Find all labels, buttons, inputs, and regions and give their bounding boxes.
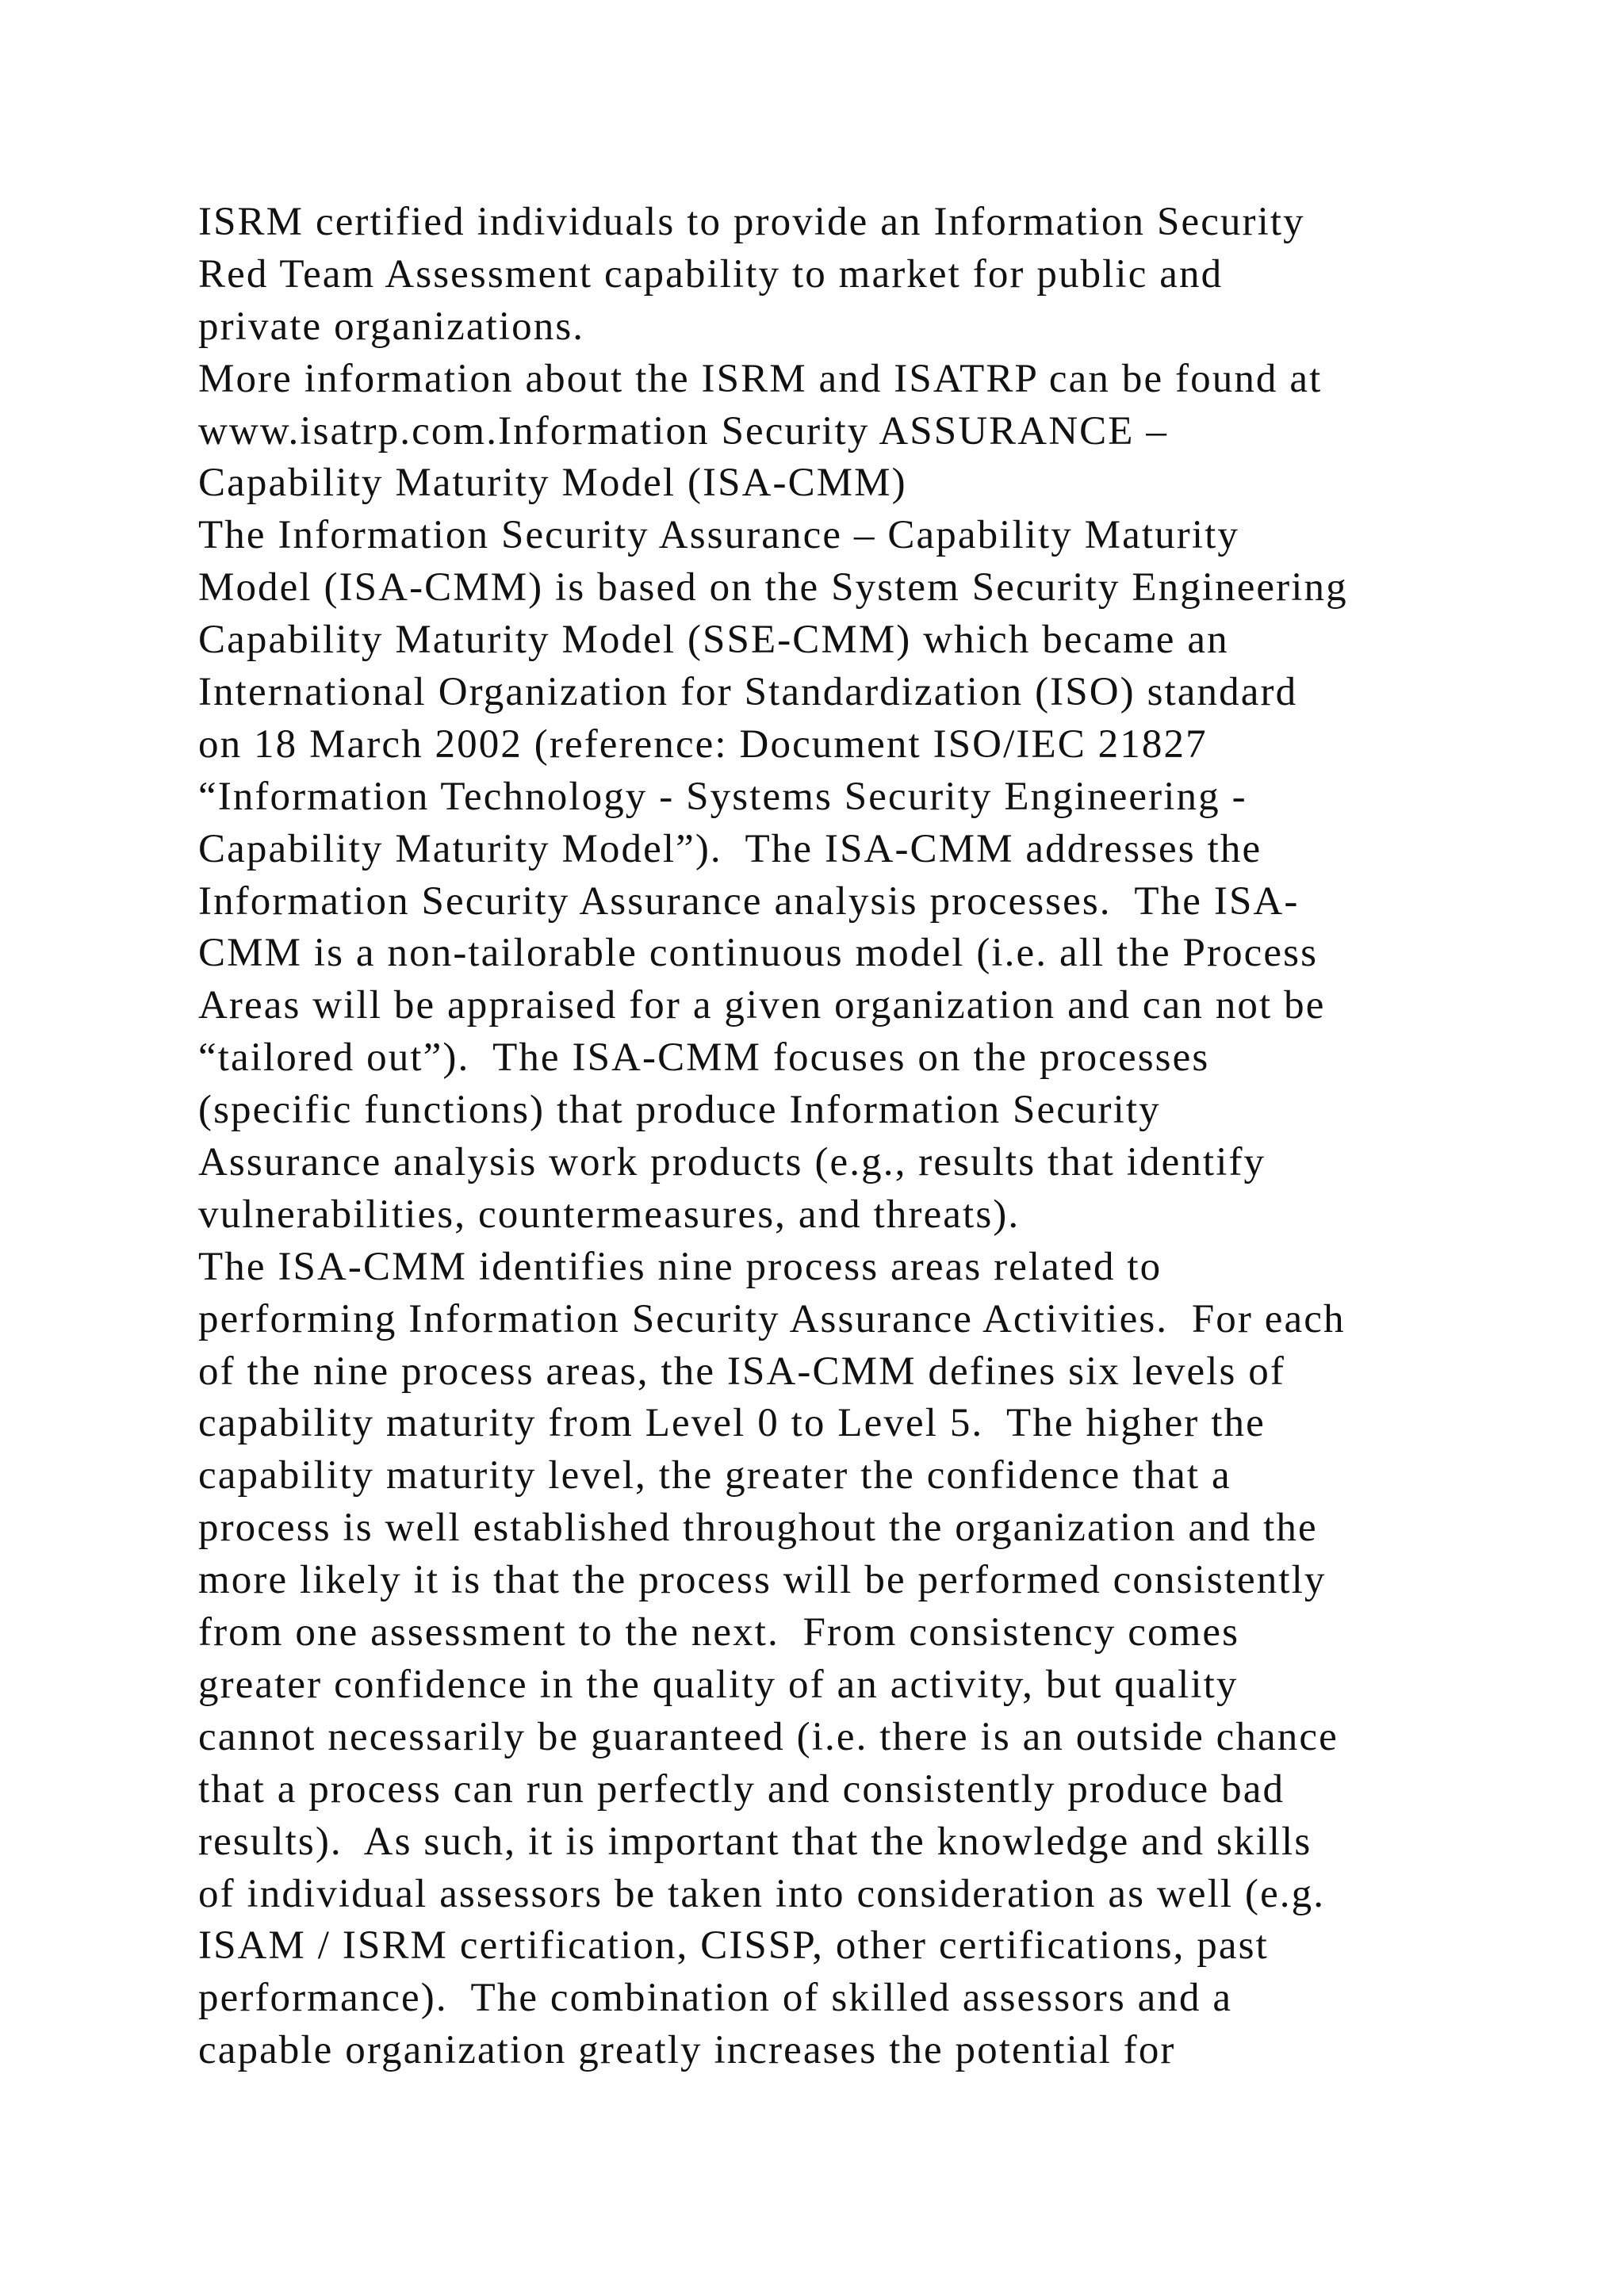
text-line: International Organization for Standardization (ISO) standard (198, 670, 1298, 715)
text-line: from one assessment to the next. From consistency comes (198, 1610, 1240, 1655)
text-line: Areas will be appraised for a given organization and can not be (198, 983, 1326, 1028)
text-line: Capability Maturity Model (SSE-CMM) which became an (198, 618, 1229, 663)
text-line: Capability Maturity Model”). The ISA-CMM addresses the (198, 826, 1262, 871)
text-line: vulnerabilities, countermeasures, and threats). (198, 1192, 1021, 1237)
text-line: performing Information Security Assurance Activities. For each (198, 1296, 1346, 1341)
text-line: performance). The combination of skilled assessors and a (198, 1976, 1233, 2021)
text-line: capability maturity from Level 0 to Level 5. The higher the (198, 1401, 1266, 1446)
text-line: that a process can run perfectly and consistently produce bad (198, 1766, 1285, 1812)
text-line: cannot necessarily be guaranteed (i.e. there is an outside chance (198, 1714, 1339, 1759)
text-line: Information Security Assurance analysis processes. The ISA- (198, 878, 1300, 924)
text-line: Red Team Assessment capability to market for public and (198, 251, 1224, 297)
text-line: results). As such, it is important that the knowledge and skills (198, 1819, 1312, 1864)
text-line: www.isatrp.com.Information Security ASSURANCE – (198, 408, 1168, 453)
text-line: Assurance analysis work products (e.g., results that identify (198, 1140, 1266, 1185)
text-line: of the nine process areas, the ISA-CMM defines six levels of (198, 1349, 1285, 1394)
text-line: Capability Maturity Model (ISA-CMM) (198, 461, 907, 506)
text-line: The Information Security Assurance – Capability Maturity (198, 513, 1239, 558)
document-body-text (198, 197, 1499, 2077)
text-line: The ISA-CMM identifies nine process areas related to (198, 1244, 1162, 1289)
text-line: of individual assessors be taken into consideration as well (e.g. (198, 1871, 1326, 1916)
text-line: ISRM certified individuals to provide an Information Security (198, 200, 1305, 244)
text-line: capability maturity level, the greater the confidence that a (198, 1453, 1231, 1498)
text-line: CMM is a non-tailorable continuous model (i.e. all the Process (198, 931, 1319, 976)
text-line: process is well established throughout the organization and the (198, 1506, 1318, 1551)
text-line: (specific functions) that produce Information Security (198, 1088, 1161, 1133)
text-line: Model (ISA-CMM) is based on the System Security Engineering (198, 565, 1348, 610)
text-line: greater confidence in the quality of an activity, but quality (198, 1662, 1239, 1707)
text-line: on 18 March 2002 (reference: Document ISO/IEC 21827 (198, 721, 1208, 767)
text-line: more likely it is that the process will be performed consistently (198, 1558, 1327, 1603)
text-line: ISAM / ISRM certification, CISSP, other certifications, past (198, 1923, 1269, 1969)
text-line: capable organization greatly increases the potential for (198, 2028, 1176, 2073)
text-line: “tailored out”). The ISA-CMM focuses on the processes (198, 1035, 1210, 1081)
text-line: private organizations. (198, 304, 585, 349)
text-line: More information about the ISRM and ISATRP can be found at (198, 356, 1323, 401)
text-line: “Information Technology - Systems Security Engineering - (198, 774, 1247, 819)
